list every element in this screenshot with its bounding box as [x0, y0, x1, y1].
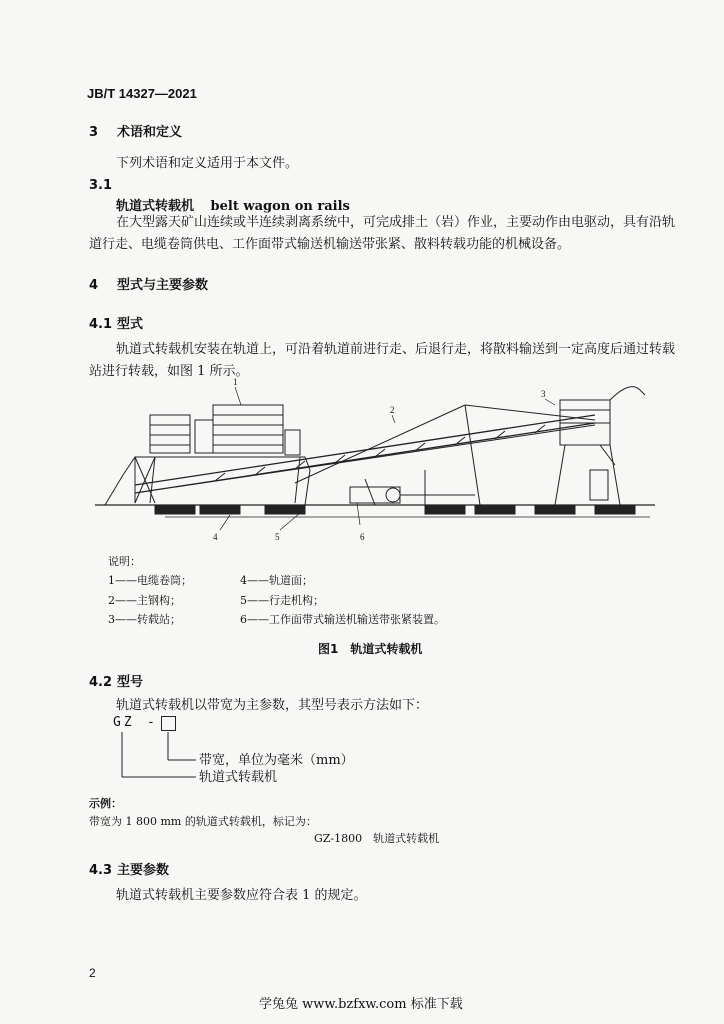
model-code-prefix: GZ: [113, 715, 135, 730]
legend-item-5: 5——行走机构；: [240, 594, 324, 607]
legend-item-3: 3——转载站；: [108, 613, 181, 626]
example-text: 带宽为 1 800 mm 的轨道式转载机，标记为：: [89, 815, 317, 828]
clause-4-1-line-1: 轨道式转载机安装在轨道上，可沿着轨道前进行走、后退行走，将散料输送到一定高度后通过转载: [116, 342, 676, 357]
model-code-leaders: [110, 730, 200, 780]
clause-4-1-line-2: 站进行转载，如图 1 所示。: [89, 364, 249, 379]
legend-title: 说明：: [108, 555, 141, 568]
section-number: 4: [89, 278, 99, 293]
section-title: 术语和定义: [117, 125, 183, 140]
model-label-type: 轨道式转载机: [199, 770, 278, 785]
section-3-heading: [89, 121, 182, 140]
callout-6: 6: [360, 532, 365, 542]
model-label-belt-width: 带宽，单位为毫米（mm）: [199, 753, 354, 768]
clause-title: 型号: [117, 675, 144, 690]
support-mast: [295, 405, 595, 505]
document-code: JB/T 14327—2021: [87, 86, 197, 101]
legend-item-4: 4——轨道面；: [240, 574, 313, 587]
belt-wagon-drawing: [95, 375, 660, 545]
clause-title: 主要参数: [117, 863, 170, 878]
model-code-placeholder-box: [161, 716, 176, 731]
example-label: 示例：: [89, 797, 122, 810]
main-boom: [135, 415, 595, 493]
example-mark: GZ-1800 轨道式转载机: [314, 832, 440, 845]
footer-watermark: 学兔兔 www.bzfxw.com 标准下载: [259, 997, 463, 1012]
callout-3: 3: [541, 389, 546, 399]
travel-mechanism: [155, 506, 635, 514]
clause-4-2-intro: 轨道式转载机以带宽为主参数，其型号表示方法如下：: [116, 698, 429, 713]
callout-5: 5: [275, 532, 280, 542]
clause-number: 4.1: [89, 317, 113, 332]
rear-frame: [105, 405, 310, 505]
section-title: 型式与主要参数: [117, 278, 209, 293]
callout-4: 4: [213, 532, 218, 542]
term-english: belt wagon on rails: [210, 199, 350, 214]
clause-title: 型式: [117, 317, 144, 332]
term-chinese: 轨道式转载机: [116, 199, 195, 214]
definition-line-2: 道行走、电缆卷筒供电、工作面带式输送机输送带张紧、散料转载功能的机械设备。: [89, 237, 571, 252]
legend-item-1: 1——电缆卷筒；: [108, 574, 192, 587]
callout-2: 2: [390, 405, 395, 415]
section-number: 3: [89, 125, 99, 140]
clause-4-1-heading: [89, 313, 143, 332]
definition-line-1: 在大型露天矿山连续或半连续剥离系统中，可完成排土（岩）作业，主要动作由电驱动，具有沿轨: [116, 215, 676, 230]
legend-item-2: 2——主钢构；: [108, 594, 181, 607]
clause-4-3-text: 轨道式转载机主要参数应符合表 1 的规定。: [116, 888, 367, 903]
page-number: 2: [89, 966, 96, 980]
transfer-station: [555, 387, 645, 505]
clause-number: 4.3: [89, 863, 113, 878]
model-code-dash: -: [147, 715, 155, 730]
figure-caption: 图1 轨道式转载机: [318, 642, 423, 656]
clause-3-1-number: 3.1: [89, 178, 113, 193]
clause-4-2-heading: [89, 671, 143, 690]
clause-number: 4.2: [89, 675, 113, 690]
section-3-intro: 下列术语和定义适用于本文件。: [116, 156, 299, 171]
section-4-heading: [89, 274, 208, 293]
clause-4-3-heading: [89, 859, 169, 878]
callout-1: 1: [233, 377, 238, 387]
legend-item-6: 6——工作面带式输送机输送带张紧装置。: [240, 613, 445, 626]
